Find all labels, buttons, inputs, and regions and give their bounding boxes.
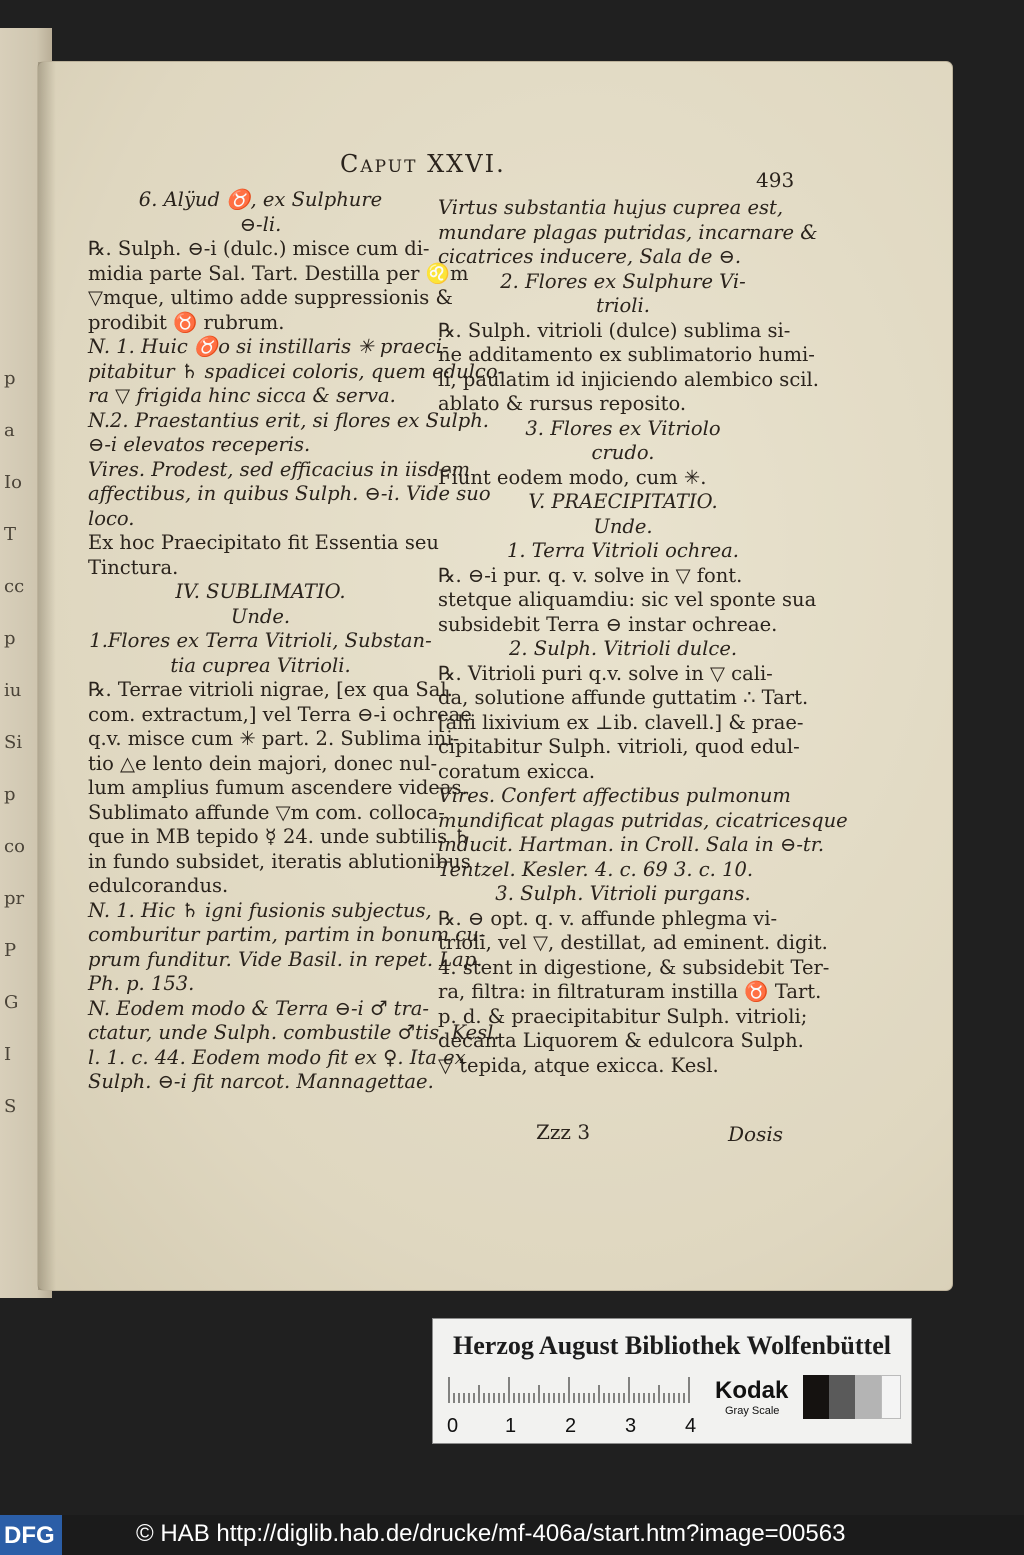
library-name: Herzog August Bibliothek Wolfenbüttel [453, 1331, 891, 1360]
text-line: ne additamento ex sublimatorio humi- [438, 343, 815, 366]
text-line: 6. Alÿud ♉, ex Sulphure [138, 188, 383, 211]
prev-page-letter: p [4, 368, 16, 389]
text-line: 3. Flores ex Vitriolo [525, 416, 721, 440]
text-line: decanta Liquorem & edulcora Sulph. [438, 1029, 804, 1052]
prev-page-letter: T [4, 524, 17, 545]
text-line: V. PRAECIPITATIO. [528, 490, 718, 513]
text-line: edulcorandus. [88, 874, 229, 897]
prev-page-letter: iu [4, 680, 22, 701]
text-line: IV. SUBLIMATIO. [175, 580, 346, 603]
prev-page-letter: pr [4, 888, 25, 909]
text-line: N.2. Praestantius erit, si flores ex Sulph. [88, 408, 490, 432]
copyright-url: © HAB http://diglib.hab.de/drucke/mf-406a/start.htm?image=00563 [136, 1520, 846, 1547]
text-line: [alii lixivium ex ⊥ib. clavell.] & prae- [438, 710, 804, 734]
text-line: com. extractum,] vel Terra ⊖-i ochreae [88, 702, 472, 726]
ruler-number: 4 [685, 1415, 697, 1437]
gray-patch-mid [855, 1375, 881, 1419]
text-line: inducit. Hartman. in Croll. Sala in ⊖-tr. [438, 833, 825, 856]
text-line: trioli, vel ▽, destillat, ad eminent. digit. [438, 931, 828, 954]
prev-page-letter: G [4, 992, 19, 1013]
prev-page-letter: S [4, 1096, 17, 1117]
text-line: tio △e lento dein majori, donec nul- [88, 751, 438, 775]
text-line: ra, filtra: in filtraturam instilla ♉ Tart. [438, 980, 822, 1003]
prev-page-letter: cc [4, 576, 25, 597]
text-line: midia parte Sal. Tart. Destilla per ♌m [88, 261, 469, 285]
text-line: li, paulatim id injiciendo alembico scil. [438, 367, 819, 391]
text-line: prodibit ♉ rubrum. [88, 310, 285, 334]
prev-page-letter: co [4, 836, 25, 857]
text-line: mundificat plagas putridas, cicatricesque [438, 808, 848, 832]
text-line: ra ▽ frigida hinc sicca & serva. [88, 384, 396, 407]
prev-page-letter: Si [4, 732, 23, 753]
ruler-number: 2 [565, 1415, 577, 1437]
text-line: ▽ tepida, atque exicca. Kesl. [438, 1053, 719, 1077]
text-line: stetque aliquamdiu: sic vel sponte sua [438, 588, 817, 611]
prev-page-letter: p [4, 628, 16, 649]
text-line: crudo. [591, 441, 655, 464]
text-line: Vires. Prodest, sed efficacius in iisdem [88, 457, 470, 481]
text-line: Sublimato affunde ▽m com. colloca- [88, 800, 445, 824]
text-line: ⊖-li. [239, 212, 282, 236]
ruler-number: 0 [447, 1415, 459, 1437]
text-line: 2. Flores ex Sulphure Vi- [500, 269, 746, 293]
text-line: N. 1. Huic ♉o si instillaris ✳ praeci- [88, 335, 449, 358]
text-line: affectibus, in quibus Sulph. ⊖-i. Vide suo [88, 482, 491, 505]
dfg-logo-text: DFG [4, 1522, 55, 1549]
text-line: tia cuprea Vitrioli. [170, 653, 351, 677]
right-column [438, 196, 848, 1078]
running-header [340, 150, 506, 178]
text-line: da, solutione affunde guttatim ∴ Tart. [438, 686, 809, 709]
text-line: subsidebit Terra ⊖ instar ochreae. [438, 612, 778, 636]
ruler-number: 3 [625, 1415, 637, 1437]
text-line: loco. [88, 506, 135, 530]
text-line: ℞. Terrae vitrioli nigrae, [ex qua Sal. [88, 678, 453, 701]
text-line: lum amplius fumum ascendere videas. [88, 776, 468, 799]
measurement-ruler [447, 1375, 699, 1403]
header-caput: Caput [340, 150, 418, 178]
text-line: 4. stent in digestione, & subsidebit Ter- [438, 955, 830, 979]
left-column [88, 188, 505, 1095]
text-line: N. 1. Hic ♄ igni fusionis subjectus, [88, 898, 432, 922]
text-line: Sulph. ⊖-i fit narcot. Mannagettae. [88, 1070, 434, 1093]
header-chapter-number: XXVI. [427, 150, 506, 178]
gray-scale-label: Gray Scale [725, 1405, 780, 1417]
text-line: Unde. [230, 604, 291, 628]
text-line: Tentzel. Kesler. 4. c. 69 3. c. 10. [438, 857, 754, 881]
text-line: Unde. [593, 514, 653, 538]
text-line: Tinctura. [88, 555, 179, 579]
gray-patch-black [803, 1375, 829, 1419]
color-calibration-card [432, 1318, 912, 1444]
text-line: pitabitur ♄ spadicei coloris, quem edulco- [88, 359, 505, 383]
text-line: q.v. misce cum ✳ part. 2. Sublima ini- [88, 727, 460, 750]
text-line: Ex hoc Praecipitato fit Essentia seu [88, 531, 439, 554]
prev-page-letter: a [4, 420, 15, 441]
text-line: prum funditur. Vide Basil. in repet. Lap. [88, 947, 483, 971]
text-line: coratum exicca. [438, 759, 596, 783]
ruler-number: 1 [505, 1415, 517, 1437]
text-line: Fiunt eodem modo, cum ✳. [438, 465, 707, 489]
text-line: 1. Terra Vitrioli ochrea. [507, 539, 739, 562]
gray-patch-dark [829, 1375, 855, 1419]
text-line: ctatur, unde Sulph. combustile ♂tis. Kesl. [88, 1021, 500, 1044]
signature-mark: Zzz 3 [536, 1120, 591, 1144]
prev-page-letter: p [4, 784, 16, 805]
text-line: Ph. p. 153. [88, 972, 195, 995]
text-line: p. d. & praecipitabitur Sulph. vitrioli; [438, 1004, 808, 1028]
page-number: 493 [756, 168, 795, 192]
text-line: N. Eodem modo & Terra ⊖-i ♂ tra- [88, 996, 430, 1020]
text-line: mundare plagas putridas, incarnare & [438, 220, 818, 244]
page-gutter-shadow [38, 62, 56, 1290]
catchword: Dosis [728, 1122, 783, 1146]
ruler-numbers [447, 1415, 699, 1439]
prev-page-letter: Io [4, 472, 22, 493]
prev-page-letter: I [4, 1044, 12, 1065]
text-line: trioli. [596, 294, 650, 317]
text-line: 1.Flores ex Terra Vitrioli, Substan- [89, 629, 432, 652]
text-line: in fundo subsidet, iteratis ablutionibus [88, 849, 471, 873]
text-line: Virtus substantia hujus cuprea est, [438, 196, 784, 219]
text-line: 3. Sulph. Vitrioli purgans. [495, 882, 751, 905]
text-line: Vires. Confert affectibus pulmonum [438, 784, 791, 807]
text-line: ℞. Vitrioli puri q.v. solve in ▽ cali- [438, 661, 773, 685]
text-line: ⊖-i elevatos receperis. [88, 433, 311, 456]
text-line: ablato & rursus reposito. [438, 392, 687, 415]
gray-patch-white [881, 1375, 901, 1419]
text-line: l. 1. c. 44. Eodem modo fit ex ♀. Ita ex [88, 1045, 466, 1069]
text-line: que in MB tepido ☿ 24. unde subtilis ♄ [88, 825, 471, 848]
text-line: ▽mque, ultimo adde suppressionis & [88, 286, 453, 309]
kodak-brand: Kodak [715, 1377, 789, 1404]
text-line: cicatrices inducere, Sala de ⊖. [438, 245, 742, 268]
text-line: ℞. Sulph. ⊖-i (dulc.) misce cum di- [88, 237, 430, 260]
text-line: ℞. Sulph. vitrioli (dulce) sublima si- [438, 318, 791, 342]
text-line: ℞. ⊖-i pur. q. v. solve in ▽ font. [438, 563, 743, 587]
text-line: cipitabitur Sulph. vitrioli, quod edul- [438, 735, 800, 758]
prev-page-letter: P [4, 940, 17, 961]
text-line: comburitur partim, partim in bonum cu- [88, 923, 486, 946]
text-line: 2. Sulph. Vitrioli dulce. [508, 637, 738, 660]
text-line: ℞. ⊖ opt. q. v. affunde phlegma vi- [438, 906, 778, 930]
